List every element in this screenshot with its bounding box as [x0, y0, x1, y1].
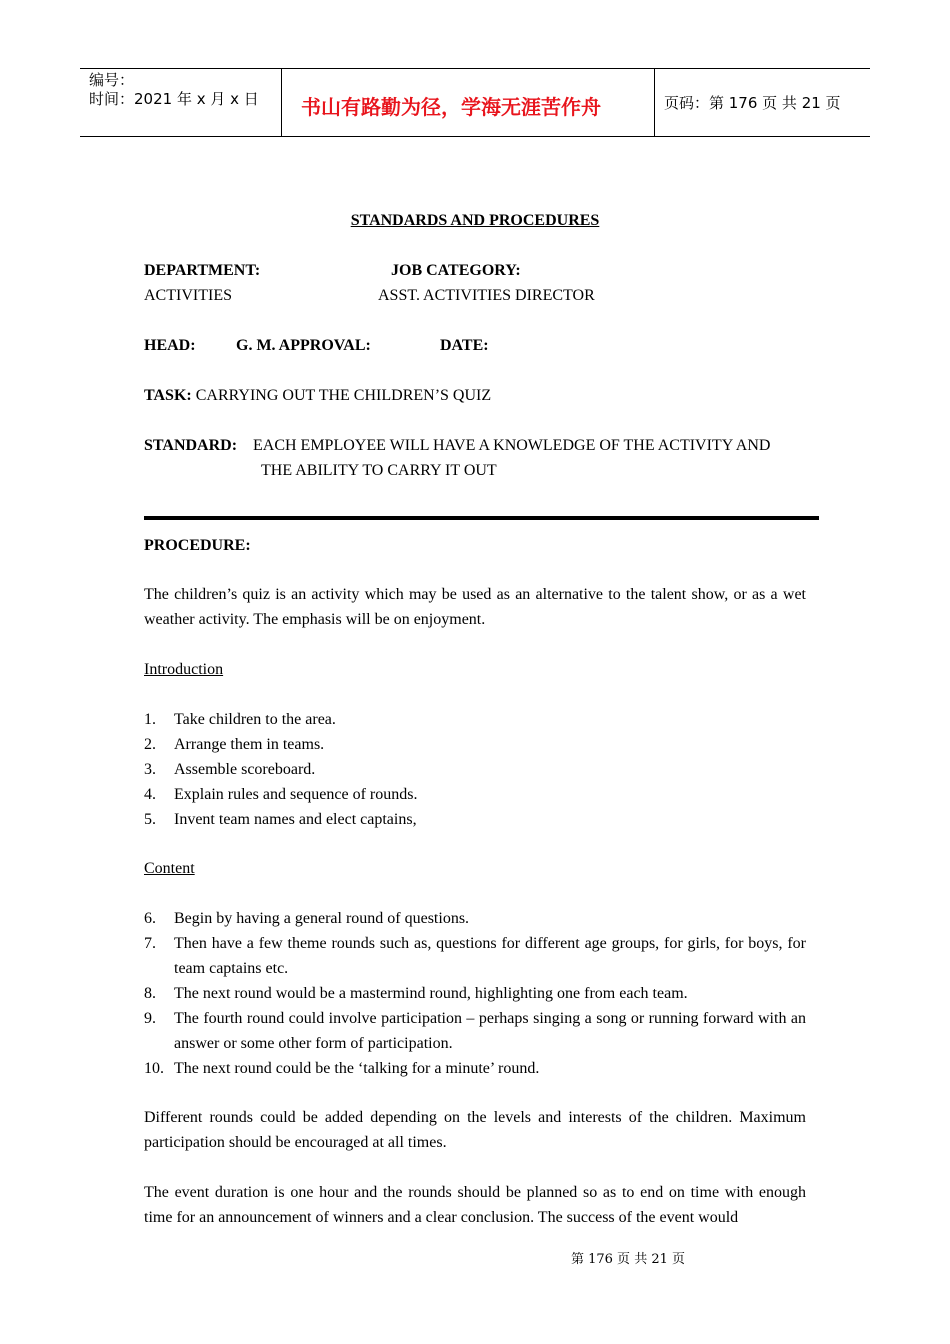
list-item: The next round could be the ‘talking for a minute’ round.: [174, 1060, 540, 1077]
list-item-number: 2.: [144, 736, 156, 753]
list-item: Invent team names and elect captains,: [174, 811, 417, 828]
gm-approval-label: G. M. APPROVAL:: [236, 337, 371, 354]
list-item: The next round would be a mastermind round, highlighting one from each team.: [174, 985, 688, 1002]
footer-page-number: 第 176 页 共 21 页: [570, 1252, 686, 1267]
list-item-number: 10.: [144, 1060, 164, 1077]
list-item-number: 7.: [144, 935, 156, 952]
department-value: ACTIVITIES: [144, 287, 232, 304]
list-item-number: 4.: [144, 786, 156, 803]
standard-line-2: THE ABILITY TO CARRY IT OUT: [261, 462, 497, 479]
document-title: STANDARDS AND PROCEDURES: [350, 212, 600, 229]
header-time-label: 时间：2021 年 x 月 x 日: [89, 90, 259, 108]
department-label: DEPARTMENT:: [144, 262, 261, 279]
list-item: Assemble scoreboard.: [174, 761, 316, 778]
list-item: Arrange them in teams.: [174, 736, 325, 753]
list-item: Begin by having a general round of questions.: [174, 910, 470, 927]
introduction-heading: Introduction: [144, 661, 224, 678]
list-item-number: 9.: [144, 1010, 156, 1027]
list-item-number: 1.: [144, 711, 156, 728]
header-top-border: [80, 68, 870, 69]
header-divider-right: [654, 68, 655, 136]
list-item-number: 3.: [144, 761, 156, 778]
task-label: TASK:: [144, 387, 192, 404]
task-line: [144, 383, 491, 408]
standard-label: STANDARD:: [144, 437, 238, 454]
duration-paragraph: The event duration is one hour and the rounds should be planned so as to end on time with enough time for an announcement of winners and a clear conclusion. The success of the event would: [144, 1184, 806, 1226]
header-page-info: 页码：第 176 页 共 21 页: [664, 94, 841, 112]
content-heading: Content: [144, 860, 195, 877]
list-item-number: 5.: [144, 811, 156, 828]
job-category-value: ASST. ACTIVITIES DIRECTOR: [378, 287, 595, 304]
list-item: Take children to the area.: [174, 711, 336, 728]
list-item: Explain rules and sequence of rounds.: [174, 786, 418, 803]
header-motto: 书山有路勤为径，学海无涯苦作舟: [301, 95, 601, 119]
procedure-label: PROCEDURE:: [144, 537, 251, 554]
list-item-number: 6.: [144, 910, 156, 927]
header-bottom-border: [80, 136, 870, 137]
rounds-paragraph: Different rounds could be added depending on the levels and interests of the children. Maximum participation should be encouraged at all times.: [144, 1109, 806, 1151]
intro-paragraph: The children’s quiz is an activity which may be used as an alternative to the talent show, or as a wet weather activity. The emphasis will be on enjoyment.: [144, 586, 806, 628]
standard-line-1: EACH EMPLOYEE WILL HAVE A KNOWLEDGE OF THE ACTIVITY AND: [253, 437, 771, 454]
date-label: DATE:: [440, 337, 489, 354]
job-category-label: JOB CATEGORY:: [391, 262, 521, 279]
section-divider: [144, 516, 819, 520]
header-serial-label: 编号：: [89, 71, 135, 89]
list-item-number: 8.: [144, 985, 156, 1002]
list-item: Then have a few theme rounds such as, questions for different age groups, for girls, for boys, for team captains etc.: [174, 935, 806, 977]
header-divider-left: [281, 68, 282, 136]
list-item: The fourth round could involve participation – perhaps singing a song or running forward with an answer or some other form of participation.: [174, 1010, 806, 1052]
head-label: HEAD:: [144, 337, 196, 354]
task-value: CARRYING OUT THE CHILDREN’S QUIZ: [195, 387, 492, 404]
